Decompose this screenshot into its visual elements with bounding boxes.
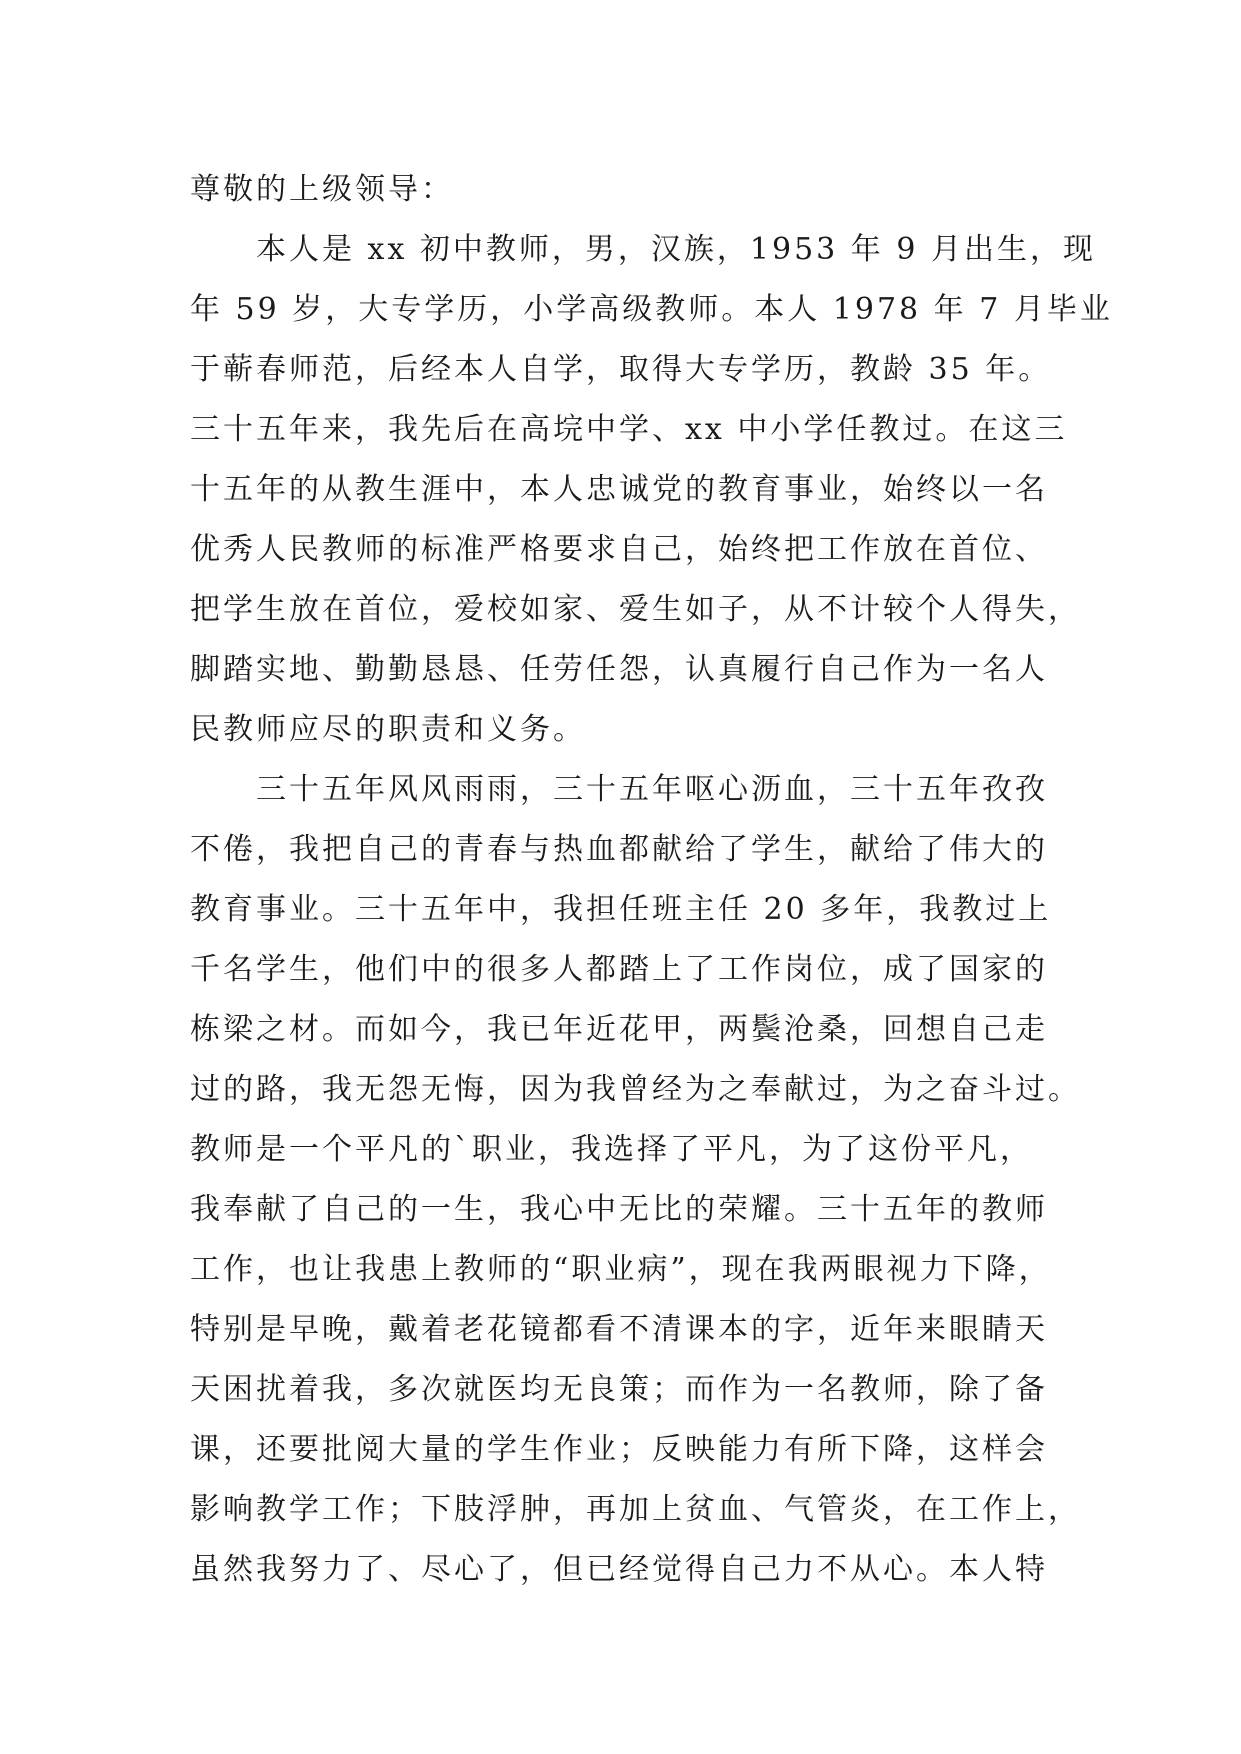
paragraph-2-line-14: 虽然我努力了、尽心了，但已经觉得自己力不从心。本人特 <box>190 1552 1048 1587</box>
paragraph-2-line-10: 特别是早晚，戴着老花镜都看不清课本的字，近年来眼睛天 <box>190 1312 1048 1347</box>
paragraph-2-line-5: 栋梁之材。而如今，我已年近花甲，两鬓沧桑，回想自己走 <box>190 1012 1048 1047</box>
letter-body <box>190 160 1113 1600</box>
paragraph-2-line-4: 千名学生，他们中的很多人都踏上了工作岗位，成了国家的 <box>190 952 1048 987</box>
paragraph-2-line-7: 教师是一个平凡的`职业，我选择了平凡，为了这份平凡， <box>190 1132 1033 1167</box>
paragraph-2-line-11: 天困扰着我，多次就医均无良策；而作为一名教师，除了备 <box>190 1372 1048 1407</box>
paragraph-2-line-6: 过的路，我无怨无悔，因为我曾经为之奉献过，为之奋斗过。 <box>190 1072 1081 1107</box>
paragraph-2-line-3: 教育事业。三十五年中，我担任班主任 20 多年，我教过上 <box>190 892 1052 927</box>
paragraph-1-line-5: 十五年的从教生涯中，本人忠诚党的教育事业，始终以一名 <box>190 472 1048 507</box>
paragraph-1-line-1: 本人是 xx 初中教师，男，汉族，1953 年 9 月出生，现 <box>256 232 1096 267</box>
paragraph-1-line-7: 把学生放在首位，爱校如家、爱生如子，从不计较个人得失， <box>190 592 1081 627</box>
paragraph-2-line-2: 不倦，我把自己的青春与热血都献给了学生，献给了伟大的 <box>190 832 1048 867</box>
paragraph-1-line-3: 于蕲春师范，后经本人自学，取得大专学历，教龄 35 年。 <box>190 352 1052 387</box>
paragraph-2-line-1: 三十五年风风雨雨，三十五年呕心沥血，三十五年孜孜 <box>256 772 1048 807</box>
paragraph-2-line-13: 影响教学工作；下肢浮肿，再加上贫血、气管炎，在工作上， <box>190 1492 1081 1527</box>
salutation-line: 尊敬的上级领导： <box>190 172 454 207</box>
paragraph-2-line-8: 我奉献了自己的一生，我心中无比的荣耀。三十五年的教师 <box>190 1192 1048 1227</box>
paragraph-1-line-6: 优秀人民教师的标准严格要求自己，始终把工作放在首位、 <box>190 532 1048 567</box>
paragraph-1-line-4: 三十五年来，我先后在高垸中学、xx 中小学任教过。在这三 <box>190 412 1068 447</box>
paragraph-1-line-9: 民教师应尽的职责和义务。 <box>190 712 586 747</box>
paragraph-1-line-8: 脚踏实地、勤勤恳恳、任劳任怨，认真履行自己作为一名人 <box>190 652 1048 687</box>
paragraph-1-line-2: 年 59 岁，大专学历，小学高级教师。本人 1978 年 7 月毕业 <box>190 292 1113 327</box>
paragraph-2-line-9: 工作，也让我患上教师的“职业病”，现在我两眼视力下降， <box>190 1252 1052 1287</box>
paragraph-2-line-12: 课，还要批阅大量的学生作业；反映能力有所下降，这样会 <box>190 1432 1048 1467</box>
